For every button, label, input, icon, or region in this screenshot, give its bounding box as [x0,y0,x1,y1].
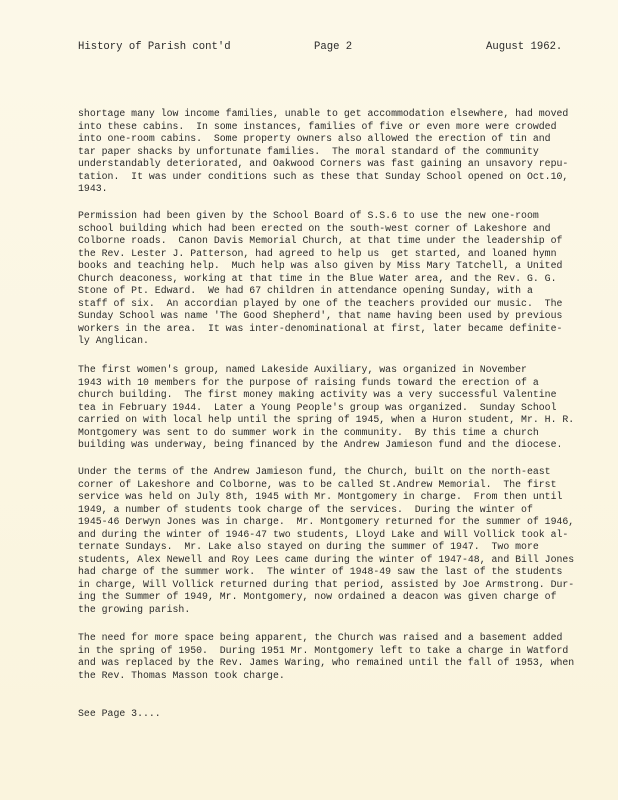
text-line: Sunday School was name 'The Good Shepherd', that name having been used by previous [78,310,563,322]
text-line: had charge of the summer work. The winter of 1948-49 saw the last of the students [78,566,563,578]
text-line: the Rev. Thomas Masson took charge. [78,669,285,681]
text-line: the Rev. Lester J. Patterson, had agreed to help us get started, and loaned hymn [78,247,557,259]
text-line: Permission had been given by the School Board of S.S.6 to use the new one-room [78,210,539,221]
text-line: school building which had been erected on the south-west corner of Lakeshore and [78,222,551,234]
text-line: carried on with local help until the spring of 1945, when a Huron student, Mr. H. R. [78,414,575,426]
paragraph-3 [78,364,578,452]
text-line: in charge, Will Vollick returned during that period, assisted by Joe Armstrong. Dur- [78,578,575,590]
text-line: Under the terms of the Andrew Jamieson fund, the Church, built on the north-east [78,466,551,477]
text-line: into one-room cabins. Some property owners also allowed the erection of tin and [78,133,551,145]
text-line: and was replaced by the Rev. James Waring, who remained until the fall of 1953, when [78,657,575,669]
text-line: shortage many low income families, unable to get accommodation elsewhere, had moved [78,108,569,119]
text-line: 1943 with 10 members for the purpose of raising funds toward the erection of a [78,376,539,388]
text-line: corner of Lakeshore and Colborne, was to be called St.Andrew Memorial. The first [78,478,557,490]
paragraph-1 [78,108,578,196]
text-line: students, Alex Newell and Roy Lees came during the winter of 1947-48, and Bill Jones [78,553,575,565]
text-line: and during the winter of 1946-47 two students, Lloyd Lake and Will Vollick took al- [78,528,569,540]
text-line: books and teaching help. Much help was also given by Miss Mary Tatchell, a United [78,260,563,272]
paragraph-5 [78,632,578,682]
text-line: tar paper shacks by unfortunate families. The moral standard of the community [78,145,539,157]
text-line: Church deaconess, working at that time in the Blue Water area, and the Rev. G. G. [78,272,557,284]
header-title: History of Parish cont'd [78,41,231,53]
text-line: ly Anglican. [78,335,149,347]
text-line: The first women's group, named Lakeside Auxiliary, was organized in November [78,364,527,375]
text-line: understandably deteriorated, and Oakwood Corners was fast gaining an unsavory repu- [78,158,569,170]
text-line: ternate Sundays. Mr. Lake also stayed on during the summer of 1947. Two more [78,541,539,553]
text-line: 1945-46 Derwyn Jones was in charge. Mr. Montgomery returned for the summer of 1946, [78,516,575,528]
text-line: service was held on July 8th, 1945 with Mr. Montgomery in charge. From then until [78,491,563,503]
page-header [78,40,568,54]
paragraph-4 [78,466,578,617]
text-line: tation. It was under conditions such as these that Sunday School opened on Oct.10, [78,170,569,182]
text-line: Colborne roads. Canon Davis Memorial Church, at that time under the leadership of [78,235,563,247]
header-page-number: Page 2 [314,41,353,53]
text-line: staff of six. An accordian played by one of the teachers provided our music. The [78,297,563,309]
text-line: the growing parish. [78,604,191,616]
paragraph-2 [78,210,578,348]
continued-note: See Page 3.... [78,708,161,719]
text-line: into these cabins. In some instances, families of five or even more were crowded [78,120,557,132]
text-line: tea in February 1944. Later a Young People's group was organized. Sunday School [78,401,557,413]
header-date: August 1962. [486,41,563,53]
text-line: in the spring of 1950. During 1951 Mr. Montgomery left to take a charge in Watford [78,644,569,656]
text-line: 1949, a number of students took charge of the services. During the winter of [78,503,533,515]
text-line: Montgomery was sent to do summer work in the community. By this time a church [78,426,539,438]
text-line: Stone of Pt. Edward. We had 67 children in attendance opening Sunday, with a [78,285,533,297]
text-line: The need for more space being apparent, the Church was raised and a basement added [78,632,563,643]
text-line: 1943. [78,183,108,195]
text-line: workers in the area. It was inter-denominational at first, later became definite- [78,322,563,334]
text-line: church building. The first money making activity was a very successful Valentine [78,389,557,401]
text-line: building was underway, being financed by the Andrew Jamieson fund and the diocese. [78,439,563,451]
text-line: ing the Summer of 1949, Mr. Montgomery, now ordained a deacon was given charge of [78,591,557,603]
